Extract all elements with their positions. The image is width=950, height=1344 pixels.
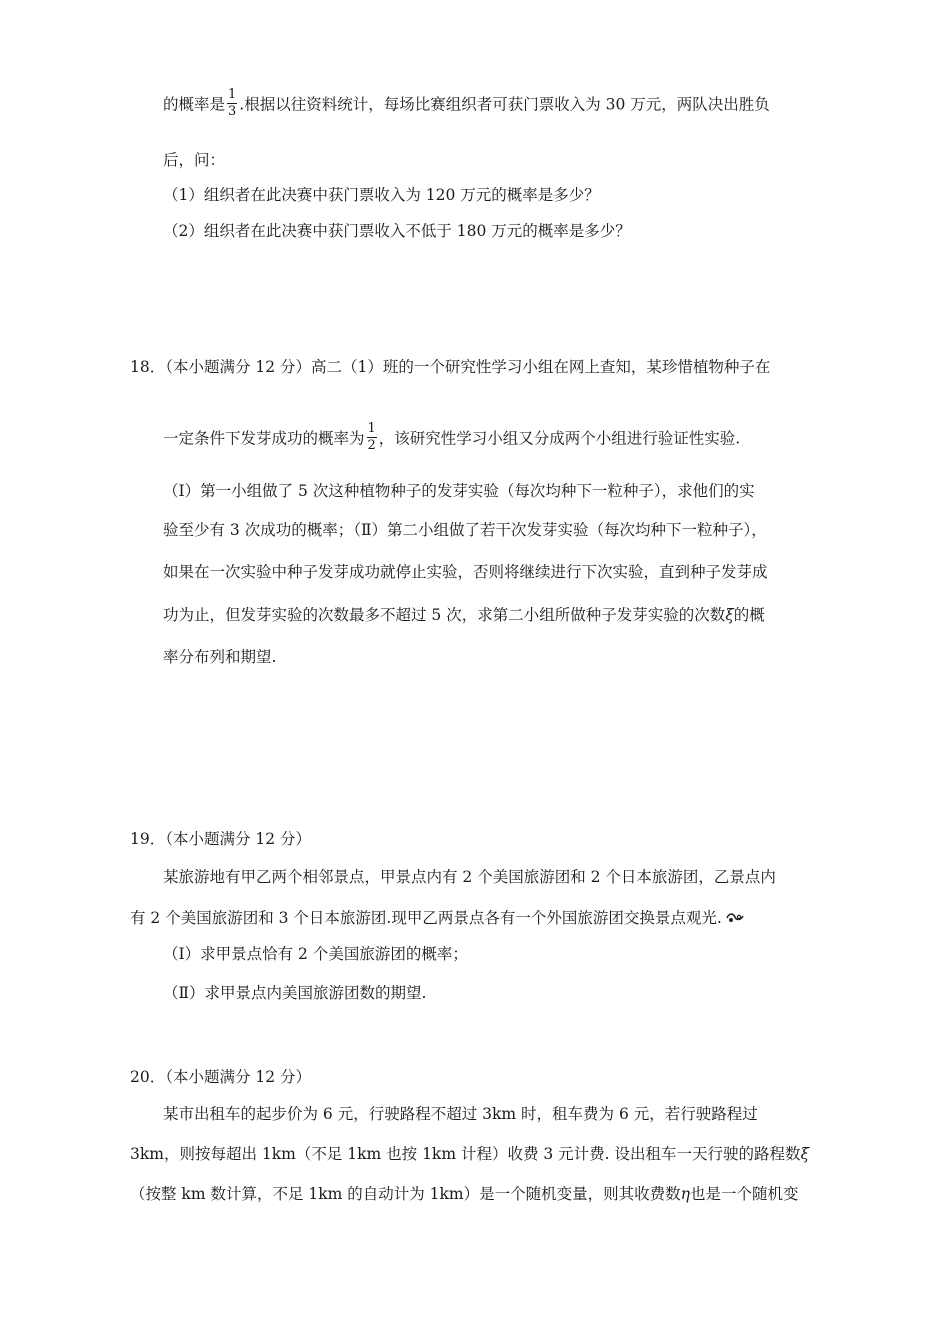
fraction-denominator: 3 (228, 104, 237, 119)
fraction (367, 422, 377, 453)
problem-20-line-4 (130, 1184, 798, 1204)
problem-19-line-3 (130, 908, 744, 929)
question-2: （2）组织者在此决赛中获门票收入不低于 180 万元的概率是多少？ (163, 222, 631, 240)
problem-18-line-5: 如果在一次实验中种子发芽成功就停止实验，否则将继续进行下次实验，直到种子发芽成 (163, 563, 768, 581)
question-1: （1）组织者在此决赛中获门票收入为 120 万元的概率是多少？ (163, 186, 600, 204)
text-fragment: 也是一个随机变 (689, 1185, 799, 1203)
fraction-numerator: 1 (228, 87, 237, 102)
problem-19-part-1: （Ⅰ）求甲景点恰有 2 个美国旅游团的概率； (163, 945, 468, 963)
text-fragment: ，该研究性学习小组又分成两个小组进行验证性实验. (378, 429, 741, 448)
text-fragment: 一定条件下发芽成功的概率为 (163, 429, 365, 448)
text-fragment: 的概率是 (163, 95, 226, 114)
text-fragment: （按整 km 数计算，不足 1km 的自动计为 1km）是一个随机变量，则其收费数 (130, 1185, 681, 1203)
fraction-numerator: 1 (367, 421, 376, 436)
continued-text-line-2: 后，问： (163, 151, 226, 169)
decorative-mark-icon (726, 909, 744, 929)
problem-19-line-2: 某旅游地有甲乙两个相邻景点，甲景点内有 2 个美国旅游团和 2 个日本旅游团，乙景点内 (163, 868, 776, 886)
text-fragment: 功为止，但发芽实验的次数最多不超过 5 次，求第二小组所做种子发芽实验的次数 (163, 606, 726, 624)
fraction-denominator: 2 (367, 438, 376, 453)
problem-18-line-2 (163, 421, 741, 455)
problem-18-heading: 18．（本小题满分 12 分）高二（1）班的一个研究性学习小组在网上查知，某珍惜植物种子在 (130, 358, 771, 376)
problem-20-heading: 20．（本小题满分 12 分） (130, 1068, 312, 1086)
problem-19-heading: 19．（本小题满分 12 分） (130, 830, 312, 848)
problem-18-line-3: （Ⅰ）第一小组做了 5 次这种植物种子的发芽实验（每次均种下一粒种子），求他们的实 (163, 482, 755, 500)
text-fragment: 有 2 个美国旅游团和 3 个日本旅游团.现甲乙两景点各有一个外国旅游团交换景点观光. (130, 909, 722, 927)
text-fragment: 3km，则按每超出 1km（不足 1km 也按 1km 计程）收费 3 元计费. 设出租车一天行驶的路程数 (130, 1145, 801, 1163)
text-fragment: 的概 (733, 606, 765, 624)
problem-20-line-2: 某市出租车的起步价为 6 元，行驶路程不超过 3km 时，租车费为 6 元，若行驶路程过 (163, 1105, 758, 1123)
xi-symbol: ξ (800, 1145, 810, 1163)
problem-18-line-7: 率分布列和期望. (163, 648, 277, 666)
fraction (227, 88, 237, 119)
problem-20-line-3 (130, 1144, 809, 1164)
problem-18-line-4: 验至少有 3 次成功的概率；（Ⅱ）第二小组做了若干次发芽实验（每次均种下一粒种子）， (163, 521, 767, 539)
continued-text-line-1 (163, 87, 770, 121)
xi-symbol: ξ (725, 606, 734, 624)
text-fragment: .根据以往资料统计，每场比赛组织者可获门票收入为 30 万元，两队决出胜负 (239, 95, 770, 114)
problem-18-line-6 (163, 605, 765, 625)
problem-19-part-2: （Ⅱ）求甲景点内美国旅游团数的期望. (163, 984, 427, 1002)
eta-symbol: η (680, 1185, 690, 1203)
